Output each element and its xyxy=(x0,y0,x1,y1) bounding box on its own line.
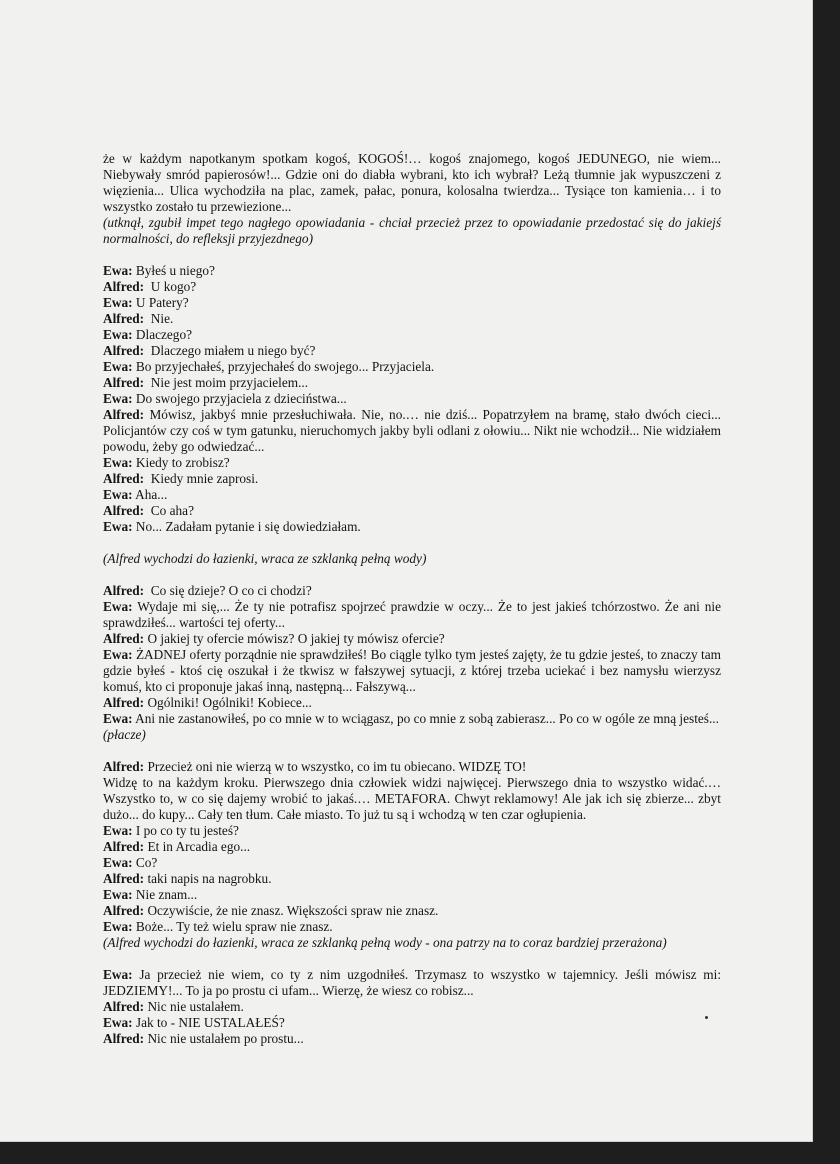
dialogue-line xyxy=(103,887,721,903)
dialogue-line xyxy=(103,599,721,631)
speaker-name: Alfred: xyxy=(103,999,145,1014)
dialogue-text: U Patery? xyxy=(135,295,189,310)
dialogue-text: Oczywiście, że nie znasz. Większości spraw nie znasz. xyxy=(147,903,439,918)
dialogue-text: taki napis na nagrobku. xyxy=(147,871,272,886)
speaker-name: Ewa: xyxy=(103,647,133,662)
dialogue-line xyxy=(103,1031,721,1047)
speaker-name: Alfred: xyxy=(103,695,145,710)
dialogue-text: O jakiej ty ofercie mówisz? O jakiej ty mówisz ofercie? xyxy=(147,631,445,646)
dialogue-text: Jak to - NIE USTALAŁEŚ? xyxy=(135,1015,285,1030)
dialogue-block-3 xyxy=(103,759,721,935)
speaker-name: Ewa: xyxy=(103,295,133,310)
dialogue-line xyxy=(103,631,721,647)
dialogue-line xyxy=(103,375,721,391)
speaker-name: Alfred: xyxy=(103,503,145,518)
dialogue-text: Boże... Ty też wielu spraw nie znasz. xyxy=(135,919,333,934)
dialogue-text: Nie znam... xyxy=(135,887,198,902)
speaker-name: Ewa: xyxy=(103,519,133,534)
dialogue-line xyxy=(103,855,721,871)
ink-speck xyxy=(705,1016,708,1019)
dialogue-line xyxy=(103,647,721,695)
speaker-name: Alfred: xyxy=(103,311,145,326)
dialogue-text: Nic nie ustalałem. xyxy=(147,999,244,1014)
dialogue-line xyxy=(103,343,721,359)
dialogue-line xyxy=(103,999,721,1015)
dialogue-line xyxy=(103,871,721,887)
dialogue-text: Kiedy mnie zaprosi. xyxy=(150,471,259,486)
dialogue-text: Mówisz, jakbyś mnie przesłuchiwała. Nie, no.… nie dziś... Popatrzyłem na bramę, stało dwóch cieci... Policjantów czy coś w tym gatunku, nieruchomych jakby byli odlani z ołowiu... Nikt nie wchodził... Nie widziałem powodu, żeby go odwiedzać... xyxy=(103,407,721,454)
dialogue-line xyxy=(103,759,721,775)
dialogue-line xyxy=(103,263,721,279)
speaker-name: Ewa: xyxy=(103,327,133,342)
dialogue-text: Nie. xyxy=(150,311,174,326)
speaker-name: Ewa: xyxy=(103,487,133,502)
dialogue-text: Dlaczego miałem u niego być? xyxy=(150,343,316,358)
dialogue-line xyxy=(103,695,721,711)
speaker-name: Alfred: xyxy=(103,1031,145,1046)
speaker-name: Alfred: xyxy=(103,471,145,486)
stage-direction: (utknął, zgubił impet tego nagłego opowiadania - chciał przecież przez to opowiadanie przedostać się do jakiejś normalności, do refleksji przyjezdnego) xyxy=(103,215,721,246)
dialogue-line xyxy=(103,967,721,999)
dialogue-text: Ja przecież nie wiem, co ty z nim uzgodniłeś. Trzymasz to wszystko w tajemnicy. Jeśli mówisz mi: JEDZIEMY!... To ja po prostu ci ufam... Wierzę, że wiesz co robisz... xyxy=(103,967,722,998)
dialogue-line xyxy=(103,583,721,599)
dialogue-line xyxy=(103,519,721,535)
dialogue-line xyxy=(103,471,721,487)
dialogue-text: I po co ty tu jesteś? xyxy=(135,823,239,838)
dialogue-text: Do swojego przyjaciela z dzieciństwa... xyxy=(135,391,347,406)
speaker-name: Ewa: xyxy=(103,823,133,838)
dialogue-line xyxy=(103,839,721,855)
dialogue-text: Kiedy to zrobisz? xyxy=(135,455,230,470)
dialogue-line xyxy=(103,327,721,343)
speaker-name: Ewa: xyxy=(103,263,133,278)
speaker-name: Ewa: xyxy=(103,887,133,902)
speaker-name: Alfred: xyxy=(103,343,145,358)
dialogue-line xyxy=(103,903,721,919)
narrative-paragraph: że w każdym napotkanym spotkam kogoś, KOGOŚ!… kogoś znajomego, kogoś JEDUNEGO, nie wiem... Niebywały smród papierosów!... Gdzie oni do diabła wybrani, kto ich wybrał? Leżą tłumnie jak wypuszczeni z więzienia... Ulica wychodziła na plac, zamek, pałac, ponura, kolosalna twierdza... Tysiące ton kamienia… i to wszystko zostało tu przewiezione... xyxy=(103,151,721,214)
speaker-name: Alfred: xyxy=(103,759,145,774)
dialogue-text: Wydaje mi się,... Że ty nie potrafisz spojrzeć prawdzie w oczy... Że to jest jakieś tchórzostwo. Że ani nie sprawdziłeś... wartości tej oferty... xyxy=(103,599,721,630)
dialogue-line xyxy=(103,487,721,503)
speaker-name: Ewa: xyxy=(103,1015,133,1030)
dialogue-text: Co? xyxy=(135,855,158,870)
dialogue-text: Byłeś u niego? xyxy=(135,263,215,278)
document-text xyxy=(103,151,721,1047)
dialogue-text: Dlaczego? xyxy=(135,327,192,342)
speaker-name: Alfred: xyxy=(103,375,145,390)
dialogue-text: Ani nie zastanowiłeś, po co mnie w to wciągasz, po co mnie z sobą zabierasz... Po co w ogóle ze mną jesteś... xyxy=(135,711,719,726)
dialogue-block-2 xyxy=(103,583,721,727)
dialogue-line xyxy=(103,919,721,935)
dialogue-text: Co aha? xyxy=(150,503,194,518)
speaker-name: Alfred: xyxy=(103,871,145,886)
speaker-name: Alfred: xyxy=(103,631,145,646)
dialogue-text: Et in Arcadia ego... xyxy=(147,839,251,854)
dialogue-line xyxy=(103,823,721,839)
speaker-name: Alfred: xyxy=(103,903,145,918)
dialogue-text: Nic nie ustalałem po prostu... xyxy=(147,1031,304,1046)
speaker-name: Ewa: xyxy=(103,855,133,870)
speaker-name: Ewa: xyxy=(103,391,133,406)
dialogue-line xyxy=(103,311,721,327)
stage-direction: (Alfred wychodzi do łazienki, wraca ze szklanką pełną wody) xyxy=(103,551,427,566)
dialogue-line xyxy=(103,391,721,407)
dialogue-text: U kogo? xyxy=(150,279,197,294)
speaker-name: Ewa: xyxy=(103,919,133,934)
speaker-name: Alfred: xyxy=(103,839,145,854)
dialogue-text: Przecież oni nie wierzą w to wszystko, co im tu obiecano. WIDZĘ TO! xyxy=(147,759,527,774)
dialogue-block-1 xyxy=(103,263,721,535)
dialogue-line xyxy=(103,1015,721,1031)
dialogue-line xyxy=(103,711,721,727)
dialogue-line xyxy=(103,359,721,375)
stage-direction: (płacze) xyxy=(103,727,146,742)
dialogue-block-4 xyxy=(103,967,721,1047)
dialogue-text: Co się dzieje? O co ci chodzi? xyxy=(150,583,312,598)
dialogue-line xyxy=(103,407,721,455)
dialogue-text: Aha... xyxy=(135,487,168,502)
speaker-name: Ewa: xyxy=(103,359,133,374)
speaker-name: Alfred: xyxy=(103,407,145,422)
speaker-name: Alfred: xyxy=(103,583,145,598)
dialogue-text: Nie jest moim przyjacielem... xyxy=(150,375,309,390)
speaker-name: Ewa: xyxy=(103,455,133,470)
speaker-name: Ewa: xyxy=(103,967,133,982)
stage-direction: (Alfred wychodzi do łazienki, wraca ze szklanką pełną wody - ona patrzy na to coraz bardziej przerażona) xyxy=(103,935,667,950)
dialogue-line xyxy=(103,455,721,471)
dialogue-line xyxy=(103,295,721,311)
dialogue-line xyxy=(103,503,721,519)
speaker-name: Alfred: xyxy=(103,279,145,294)
dialogue-text: No... Zadałam pytanie i się dowiedziałam. xyxy=(135,519,361,534)
dialogue-text: Ogólniki! Ogólniki! Kobiece... xyxy=(147,695,312,710)
dialogue-line xyxy=(103,279,721,295)
speaker-name: Ewa: xyxy=(103,711,133,726)
dialogue-continuation: Widzę to na każdym kroku. Pierwszego dnia człowiek widzi najwięcej. Pierwszego dnia to wszystko widać.… Wszystko to, w co się dajemy wrobić to jakaś.… METAFORA. Chwyt reklamowy! Ale jak ich się zbierze... zbyt dużo... do kupy... Cały ten tłum. Całe miasto. To już tu są i wchodzą w ten czar ogłupienia. xyxy=(103,775,721,822)
dialogue-text: Bo przyjechałeś, przyjechałeś do swojego... Przyjaciela. xyxy=(135,359,435,374)
speaker-name: Ewa: xyxy=(103,599,133,614)
dialogue-text: ŻADNEJ oferty porządnie nie sprawdziłeś! Bo ciągle tylko tym jesteś zajęty, że tu gdzie jesteś, to znaczy tam gdzie byłeś - ktoś cię oszukał i że tkwisz w fałszywej sytuacji, z której trzeba uciekać i bez namysłu wierzysz komuś, kto ci proponuje jakaś inną, następną... Fałszywą... xyxy=(103,647,721,694)
